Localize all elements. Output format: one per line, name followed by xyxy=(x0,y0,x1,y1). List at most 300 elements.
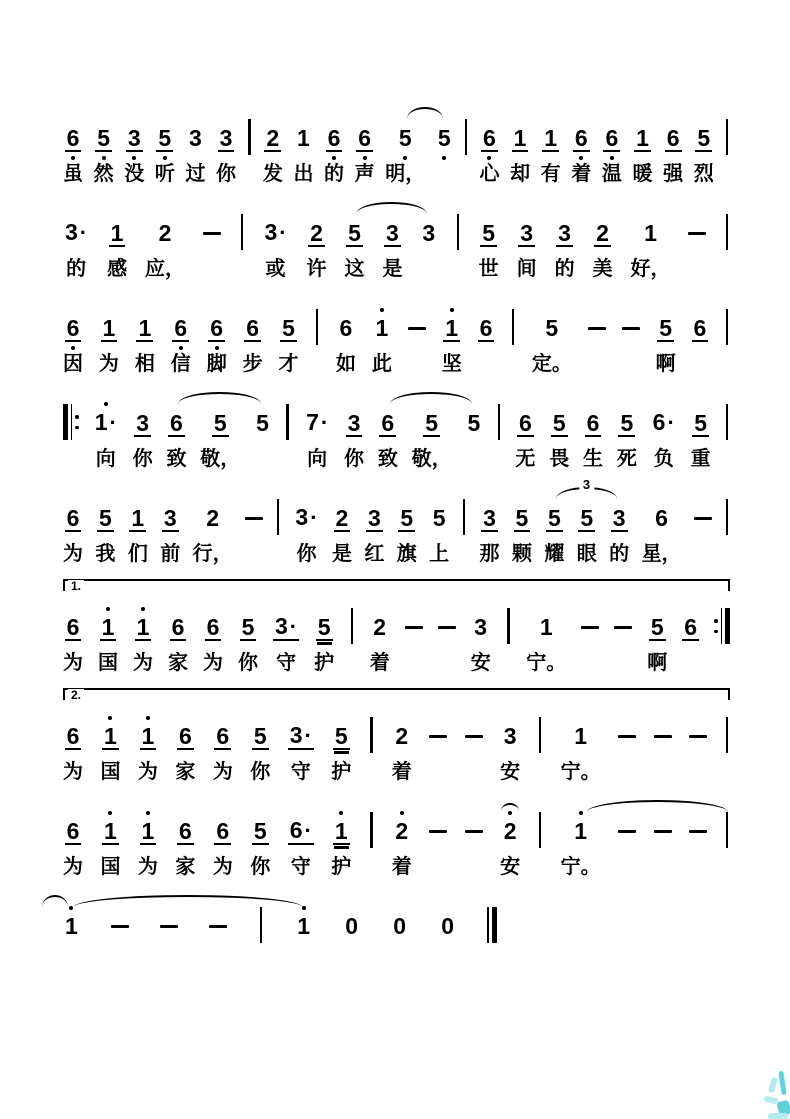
barline-glyph xyxy=(248,119,250,155)
lyric: 行， xyxy=(192,543,233,565)
note-column xyxy=(691,405,711,471)
note-number: 5 xyxy=(253,723,267,749)
note-number: 6 xyxy=(66,125,80,151)
note-column xyxy=(185,120,205,186)
lyric: 星， xyxy=(641,543,682,565)
sustain-dash xyxy=(689,718,707,784)
note-column xyxy=(517,215,537,281)
barline-glyph xyxy=(260,907,262,943)
octave-dot-below xyxy=(332,156,336,160)
lyric: 却 xyxy=(510,163,531,185)
lyric: 的 xyxy=(554,258,575,280)
note-column xyxy=(372,310,392,376)
lyric xyxy=(538,855,544,879)
lyric xyxy=(239,257,245,281)
barline xyxy=(496,405,502,471)
note xyxy=(356,126,373,152)
lyric: 着 xyxy=(391,761,412,783)
note-number: 7 xyxy=(306,409,319,435)
note-column xyxy=(480,500,500,566)
notes-row xyxy=(63,294,730,376)
lyric: 此 xyxy=(371,353,392,375)
slur xyxy=(407,107,443,119)
note xyxy=(578,506,595,532)
barline-glyph xyxy=(351,608,353,644)
lyric: 你 xyxy=(344,448,364,470)
note-number: 6 xyxy=(479,315,493,341)
lyric: 是 xyxy=(331,543,352,565)
barline-glyph xyxy=(286,404,288,440)
note xyxy=(391,914,408,940)
lyric: 死 xyxy=(616,448,637,470)
note xyxy=(100,615,117,641)
lyric xyxy=(483,352,489,376)
lyric: 明， xyxy=(385,163,426,185)
barline xyxy=(463,120,469,186)
note xyxy=(93,410,119,437)
note-number: 3 xyxy=(503,723,517,749)
note xyxy=(556,221,573,247)
dotted-note-dot: · xyxy=(279,220,287,245)
barline xyxy=(285,405,291,471)
note-number: 3 xyxy=(275,613,288,639)
volta-bracket xyxy=(63,688,730,700)
note-column xyxy=(295,908,312,974)
note-column xyxy=(288,813,314,879)
note-column xyxy=(478,310,495,376)
note-column xyxy=(510,120,530,186)
notes-row xyxy=(63,199,730,281)
note-number: 1 xyxy=(131,505,145,531)
note-number: 3 xyxy=(295,504,309,530)
dash-glyph xyxy=(429,735,447,739)
note xyxy=(101,316,118,342)
note-number: 2 xyxy=(206,505,220,531)
lyric xyxy=(426,257,432,281)
barline xyxy=(369,718,375,784)
barline xyxy=(724,310,730,376)
lyric xyxy=(660,855,666,879)
note-number: 1 xyxy=(141,818,155,844)
slur xyxy=(178,392,261,404)
lyric: 出 xyxy=(293,163,314,185)
lyric: 敬， xyxy=(411,448,452,470)
lyric: 为 xyxy=(98,353,119,375)
note-column xyxy=(200,405,240,471)
dotted-note-dot: · xyxy=(109,410,117,435)
lyric xyxy=(471,760,477,784)
lyric: 强 xyxy=(663,163,684,185)
lyric: 听 xyxy=(154,163,175,185)
note-number: 5 xyxy=(425,410,439,436)
note-column xyxy=(124,120,144,186)
lyric: 们 xyxy=(127,543,148,565)
octave-dot-below xyxy=(215,346,219,350)
note-number: 1 xyxy=(445,315,459,341)
note-column xyxy=(355,120,375,186)
note-number: 5 xyxy=(697,125,711,151)
lyric: 如 xyxy=(335,353,356,375)
note-number: 1 xyxy=(297,913,311,939)
note-column xyxy=(138,718,158,784)
barline-glyph xyxy=(726,717,728,753)
octave-dot-above xyxy=(108,811,112,815)
note-number: 3 xyxy=(289,722,303,748)
note-number: 6 xyxy=(358,125,372,151)
note-number: 1 xyxy=(644,220,657,246)
lyric: 安 xyxy=(500,761,521,783)
note-number: 2 xyxy=(596,220,609,246)
barline-glyph xyxy=(539,717,541,753)
octave-dot-above xyxy=(146,811,150,815)
note-column xyxy=(609,500,629,566)
note-number: 6 xyxy=(66,505,80,531)
lyric: 着 xyxy=(369,652,390,674)
lyric xyxy=(117,950,123,974)
lyric xyxy=(166,950,172,974)
sustain-dash xyxy=(654,718,672,784)
note-column xyxy=(175,813,195,879)
notes-row xyxy=(63,477,730,566)
sustain-dash xyxy=(429,718,447,784)
note-number: 6 xyxy=(174,315,188,341)
note xyxy=(393,819,410,845)
system-6 xyxy=(63,579,730,675)
note xyxy=(594,221,611,247)
sustain-dash xyxy=(689,813,707,879)
octave-dot-below xyxy=(179,346,183,350)
note-column xyxy=(168,609,188,675)
note-number: 1 xyxy=(513,125,527,151)
dash-glyph xyxy=(405,626,423,630)
lyric xyxy=(455,257,461,281)
barline xyxy=(724,500,730,566)
note-column xyxy=(420,215,437,281)
volta-bracket xyxy=(63,579,730,591)
lyric: 坚 xyxy=(441,353,462,375)
note-number: 5 xyxy=(253,818,267,844)
note-number: 2 xyxy=(335,505,349,531)
lyric xyxy=(411,651,417,675)
note-number: 6 xyxy=(684,614,698,640)
note-number: 6 xyxy=(655,505,668,531)
note-column xyxy=(651,405,677,471)
note-number: 6 xyxy=(339,315,353,341)
barline-glyph xyxy=(726,499,728,535)
lyric xyxy=(275,542,281,566)
note xyxy=(205,615,222,641)
note xyxy=(502,819,519,845)
lyric: 虽 xyxy=(63,163,83,185)
lyric: 或 xyxy=(265,258,286,280)
barline xyxy=(724,405,730,471)
note-number: 1 xyxy=(138,315,152,341)
note-number: 5 xyxy=(547,505,561,531)
repeat-dots xyxy=(75,415,79,429)
sustain-dash xyxy=(160,908,178,974)
dash-glyph xyxy=(614,626,632,630)
sustain-dash xyxy=(654,813,672,879)
barline-glyph xyxy=(370,812,372,848)
note-column xyxy=(436,120,453,186)
lyric xyxy=(695,760,701,784)
notes-row xyxy=(63,892,497,974)
sustain-dash xyxy=(429,813,447,879)
dash-glyph xyxy=(465,735,483,739)
lyric: 没 xyxy=(124,163,145,185)
lyric xyxy=(724,257,730,281)
note xyxy=(208,316,225,342)
barline xyxy=(724,718,730,784)
octave-dot-above xyxy=(108,716,112,720)
note-column xyxy=(692,310,709,376)
note xyxy=(439,914,456,940)
lyric: 感 xyxy=(107,258,128,280)
note xyxy=(465,411,482,437)
note-column xyxy=(100,813,120,879)
note-column xyxy=(254,405,271,471)
note-number: 3 xyxy=(219,125,233,151)
note xyxy=(431,506,448,532)
note-column xyxy=(617,405,637,471)
note-column xyxy=(293,500,319,566)
note xyxy=(512,126,529,152)
note-column xyxy=(324,120,344,186)
system-3 xyxy=(63,294,730,376)
octave-dot-above xyxy=(104,402,108,406)
octave-dot-below xyxy=(132,156,136,160)
note xyxy=(692,316,709,342)
notes-row xyxy=(63,389,730,471)
note-number: 1 xyxy=(136,614,150,640)
barline xyxy=(239,215,245,281)
lyric: 那 xyxy=(479,543,500,565)
lyric: 护 xyxy=(314,652,335,674)
barline xyxy=(538,718,544,784)
note-column xyxy=(288,718,314,784)
notes-row xyxy=(63,797,730,879)
lyric: 家 xyxy=(175,856,196,878)
note-column xyxy=(63,908,80,974)
lyric: 国 xyxy=(100,761,121,783)
lyric: 的 xyxy=(609,543,630,565)
volta-label: 2. xyxy=(68,689,84,701)
note xyxy=(334,506,351,532)
lyric xyxy=(624,855,630,879)
octave-dot-above xyxy=(380,308,384,312)
sustain-dash xyxy=(408,310,426,376)
note xyxy=(252,724,269,750)
note-column xyxy=(63,310,83,376)
note-number: 3 xyxy=(127,125,141,151)
note-number: 5 xyxy=(659,315,672,341)
note xyxy=(649,615,666,641)
note-number: 5 xyxy=(317,614,331,640)
note-column xyxy=(331,718,351,784)
note-column xyxy=(385,120,425,186)
note-number: 2 xyxy=(158,220,172,246)
slur xyxy=(42,895,68,907)
lyric: 守 xyxy=(290,761,311,783)
note xyxy=(572,724,589,750)
system-2 xyxy=(63,199,730,281)
note-number: 2 xyxy=(266,125,280,151)
note xyxy=(443,316,460,342)
lyric: 应， xyxy=(145,258,186,280)
barline xyxy=(724,120,730,186)
note xyxy=(204,506,221,532)
lyric: 畏 xyxy=(549,448,570,470)
sustain-dash xyxy=(588,310,606,376)
barline-glyph xyxy=(463,499,465,535)
lyric: 间 xyxy=(516,258,537,280)
lyric: 步 xyxy=(242,353,263,375)
note-column xyxy=(213,718,233,784)
note-number: 5 xyxy=(515,505,529,531)
note-column xyxy=(135,310,155,376)
note-number: 6 xyxy=(246,315,259,341)
dash-glyph xyxy=(588,327,606,331)
note-column xyxy=(647,609,667,675)
note xyxy=(214,724,231,750)
lyric xyxy=(285,447,291,471)
note xyxy=(63,914,80,940)
note-column xyxy=(382,215,402,281)
lyric: 你 xyxy=(250,761,271,783)
note-number: 3 xyxy=(386,220,399,246)
lyric: 啊 xyxy=(655,353,676,375)
barline xyxy=(455,215,461,281)
dotted-note-dot: · xyxy=(304,818,312,843)
lyric: 你 xyxy=(238,652,258,674)
octave-dot-above xyxy=(400,811,404,815)
octave-dot-below xyxy=(363,156,367,160)
sustain-dash xyxy=(688,215,706,281)
dash-glyph xyxy=(465,830,483,834)
note-number: 3 xyxy=(264,219,278,245)
note-column xyxy=(314,609,334,675)
lyric: 护 xyxy=(331,761,352,783)
note xyxy=(398,506,415,532)
lyric xyxy=(69,950,75,974)
note xyxy=(288,818,314,845)
lyric: 发 xyxy=(262,163,283,185)
lyric: 旗 xyxy=(396,543,417,565)
note-number: 2 xyxy=(310,220,323,246)
lyric: 负 xyxy=(653,448,674,470)
lyric xyxy=(724,760,730,784)
note-column xyxy=(263,120,283,186)
note-number: 3 xyxy=(483,505,496,531)
note-column xyxy=(479,215,499,281)
note-number: 5 xyxy=(256,410,269,436)
note-number: 5 xyxy=(97,125,110,151)
note xyxy=(572,819,589,845)
lyric: 着 xyxy=(391,856,412,878)
final-barline xyxy=(487,908,496,974)
barline-glyph xyxy=(465,119,467,155)
lyric xyxy=(369,760,375,784)
octave-dot-below xyxy=(610,156,614,160)
lyric: 安 xyxy=(500,856,521,878)
note-number: 6 xyxy=(216,818,230,844)
barline xyxy=(724,215,730,281)
note-number: 1 xyxy=(141,723,155,749)
lyric: 啊 xyxy=(647,652,668,674)
note-column xyxy=(663,120,683,186)
note-column xyxy=(138,813,158,879)
sustain-dash xyxy=(622,310,640,376)
lyric: 为 xyxy=(63,543,83,565)
note-number: 5 xyxy=(158,125,172,151)
note-number: 6 xyxy=(66,315,80,341)
note-column xyxy=(532,310,572,376)
lyric xyxy=(247,162,253,186)
note-column xyxy=(273,609,299,675)
lyric: 温 xyxy=(601,163,622,185)
dash-glyph xyxy=(689,735,707,739)
note xyxy=(634,126,651,152)
sustain-dash xyxy=(465,813,483,879)
note-column xyxy=(243,310,263,376)
note xyxy=(65,615,82,641)
note-number: 6 xyxy=(693,315,707,341)
octave-dot-above xyxy=(141,607,145,611)
sustain-dash xyxy=(405,609,423,675)
lyric: 的 xyxy=(66,258,87,280)
note xyxy=(333,724,350,750)
note-number: 6 xyxy=(66,818,80,844)
barline xyxy=(538,813,544,879)
dotted-note-dot: · xyxy=(304,723,312,748)
lyric xyxy=(259,950,265,974)
lyric: 是 xyxy=(382,258,403,280)
note-column xyxy=(160,500,180,566)
note-number: 5 xyxy=(694,410,707,436)
dotted-note-dot: · xyxy=(320,410,329,435)
note-column xyxy=(193,500,233,566)
dash-glyph xyxy=(618,830,636,834)
note-column xyxy=(238,609,258,675)
note-number: 2 xyxy=(373,614,387,640)
barline-glyph xyxy=(512,309,514,345)
note-column xyxy=(439,908,456,974)
slur xyxy=(390,392,472,404)
lyric xyxy=(700,542,706,566)
lyric: 声 xyxy=(354,163,375,185)
lyric: 宁。 xyxy=(526,652,567,674)
note-number: 1 xyxy=(65,913,78,939)
lyric xyxy=(724,162,730,186)
note-number: 0 xyxy=(345,913,359,939)
note-number: 0 xyxy=(441,913,455,939)
lyric: 向 xyxy=(95,448,116,470)
note-number: 5 xyxy=(398,125,412,151)
note-column xyxy=(392,813,412,879)
note xyxy=(472,615,489,641)
note xyxy=(546,506,563,532)
note-number: 1 xyxy=(102,315,116,341)
octave-dot-below xyxy=(71,346,75,350)
note-column xyxy=(577,500,597,566)
sustain-dash xyxy=(614,609,632,675)
lyric: 家 xyxy=(175,761,196,783)
note-number: 2 xyxy=(395,818,409,844)
note xyxy=(384,221,401,247)
note-column xyxy=(166,405,186,471)
note xyxy=(326,126,343,152)
note xyxy=(280,316,297,342)
